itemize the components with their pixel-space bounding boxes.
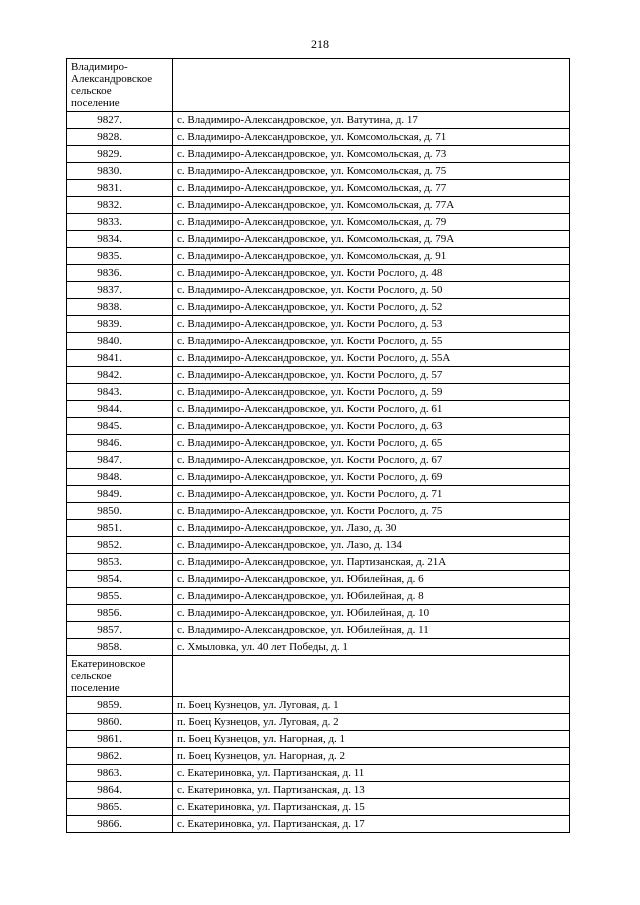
table-row [67, 731, 570, 748]
row-number: 9853. [67, 554, 173, 571]
row-address: с. Владимиро-Александровское, ул. Кости Рослого, д. 50 [173, 282, 570, 299]
row-number: 9830. [67, 163, 173, 180]
table-row [67, 799, 570, 816]
row-address: с. Екатериновка, ул. Партизанская, д. 11 [173, 765, 570, 782]
row-number: 9850. [67, 503, 173, 520]
row-address: с. Владимиро-Александровское, ул. Партизанская, д. 21А [173, 554, 570, 571]
row-number: 9837. [67, 282, 173, 299]
table-row [67, 231, 570, 248]
row-address: с. Владимиро-Александровское, ул. Комсомольская, д. 77А [173, 197, 570, 214]
row-number: 9858. [67, 639, 173, 656]
section-name-line: Александровское [71, 73, 153, 85]
row-number: 9844. [67, 401, 173, 418]
table-row [67, 588, 570, 605]
row-number: 9829. [67, 146, 173, 163]
row-number: 9841. [67, 350, 173, 367]
table-row [67, 316, 570, 333]
row-number: 9828. [67, 129, 173, 146]
row-number: 9860. [67, 714, 173, 731]
row-address: с. Владимиро-Александровское, ул. Юбилейная, д. 11 [173, 622, 570, 639]
row-number: 9866. [67, 816, 173, 833]
table-row [67, 367, 570, 384]
row-address: с. Владимиро-Александровское, ул. Комсомольская, д. 91 [173, 248, 570, 265]
row-address: с. Владимиро-Александровское, ул. Лазо, д. 30 [173, 520, 570, 537]
row-address: с. Владимиро-Александровское, ул. Кости Рослого, д. 75 [173, 503, 570, 520]
table-row [67, 452, 570, 469]
row-number: 9835. [67, 248, 173, 265]
table-row [67, 605, 570, 622]
table-row [67, 214, 570, 231]
section-name-line: Екатериновское [71, 658, 146, 670]
row-number: 9840. [67, 333, 173, 350]
row-number: 9855. [67, 588, 173, 605]
table-row [67, 112, 570, 129]
row-address: с. Владимиро-Александровское, ул. Комсомольская, д. 79 [173, 214, 570, 231]
table-row [67, 384, 570, 401]
row-address: с. Владимиро-Александровское, ул. Лазо, д. 134 [173, 537, 570, 554]
table-row [67, 299, 570, 316]
table-row [67, 748, 570, 765]
row-address: с. Екатериновка, ул. Партизанская, д. 13 [173, 782, 570, 799]
row-number: 9852. [67, 537, 173, 554]
row-number: 9856. [67, 605, 173, 622]
table-row [67, 163, 570, 180]
table-row [67, 180, 570, 197]
row-address: с. Владимиро-Александровское, ул. Кости Рослого, д. 52 [173, 299, 570, 316]
row-address: с. Владимиро-Александровское, ул. Кости Рослого, д. 55 [173, 333, 570, 350]
section-name-line: сельское [71, 670, 112, 682]
row-number: 9827. [67, 112, 173, 129]
table-row [67, 401, 570, 418]
row-number: 9843. [67, 384, 173, 401]
section-name-line: поселение [71, 682, 120, 694]
row-address: с. Владимиро-Александровское, ул. Кости Рослого, д. 57 [173, 367, 570, 384]
row-address: с. Владимиро-Александровское, ул. Юбилейная, д. 10 [173, 605, 570, 622]
address-table [66, 58, 570, 833]
table-row [67, 816, 570, 833]
row-address: с. Екатериновка, ул. Партизанская, д. 15 [173, 799, 570, 816]
row-address: с. Владимиро-Александровское, ул. Ватутина, д. 17 [173, 112, 570, 129]
row-number: 9859. [67, 697, 173, 714]
row-number: 9865. [67, 799, 173, 816]
row-address: п. Боец Кузнецов, ул. Луговая, д. 2 [173, 714, 570, 731]
table-row [67, 350, 570, 367]
row-address: с. Владимиро-Александровское, ул. Кости Рослого, д. 59 [173, 384, 570, 401]
address-table-body [67, 59, 570, 833]
row-address: с. Владимиро-Александровское, ул. Кости Рослого, д. 63 [173, 418, 570, 435]
table-row [67, 129, 570, 146]
row-number: 9833. [67, 214, 173, 231]
table-row [67, 571, 570, 588]
section-name [67, 656, 173, 697]
row-address: с. Владимиро-Александровское, ул. Комсомольская, д. 73 [173, 146, 570, 163]
section-header-row [67, 59, 570, 112]
row-address: с. Владимиро-Александровское, ул. Комсомольская, д. 77 [173, 180, 570, 197]
table-row [67, 697, 570, 714]
row-address: п. Боец Кузнецов, ул. Нагорная, д. 1 [173, 731, 570, 748]
row-address: с. Владимиро-Александровское, ул. Кости Рослого, д. 61 [173, 401, 570, 418]
row-number: 9846. [67, 435, 173, 452]
row-address: п. Боец Кузнецов, ул. Луговая, д. 1 [173, 697, 570, 714]
row-address: с. Владимиро-Александровское, ул. Комсомольская, д. 79А [173, 231, 570, 248]
row-number: 9863. [67, 765, 173, 782]
table-row [67, 418, 570, 435]
row-number: 9838. [67, 299, 173, 316]
row-number: 9842. [67, 367, 173, 384]
row-address: с. Владимиро-Александровское, ул. Комсомольская, д. 71 [173, 129, 570, 146]
table-row [67, 520, 570, 537]
page-number: 218 [311, 37, 329, 51]
row-address: с. Владимиро-Александровское, ул. Кости Рослого, д. 69 [173, 469, 570, 486]
table-row [67, 435, 570, 452]
row-address: с. Хмыловка, ул. 40 лет Победы, д. 1 [173, 639, 570, 656]
section-name-line: сельское [71, 85, 112, 97]
row-number: 9864. [67, 782, 173, 799]
table-row [67, 537, 570, 554]
row-number: 9832. [67, 197, 173, 214]
table-row [67, 486, 570, 503]
section-name-line: поселение [71, 97, 120, 109]
row-number: 9834. [67, 231, 173, 248]
table-row [67, 782, 570, 799]
row-address: с. Владимиро-Александровское, ул. Кости Рослого, д. 65 [173, 435, 570, 452]
row-address: с. Владимиро-Александровское, ул. Кости Рослого, д. 67 [173, 452, 570, 469]
table-row [67, 146, 570, 163]
table-row [67, 622, 570, 639]
row-address: с. Владимиро-Александровское, ул. Юбилейная, д. 8 [173, 588, 570, 605]
row-number: 9854. [67, 571, 173, 588]
row-address: с. Владимиро-Александровское, ул. Комсомольская, д. 75 [173, 163, 570, 180]
table-row [67, 197, 570, 214]
table-row [67, 503, 570, 520]
row-address: с. Владимиро-Александровское, ул. Кости Рослого, д. 48 [173, 265, 570, 282]
table-row [67, 714, 570, 731]
row-number: 9862. [67, 748, 173, 765]
table-row [67, 265, 570, 282]
table-row [67, 333, 570, 350]
row-address: с. Екатериновка, ул. Партизанская, д. 17 [173, 816, 570, 833]
row-number: 9845. [67, 418, 173, 435]
row-number: 9836. [67, 265, 173, 282]
section-blank-cell [173, 656, 570, 697]
row-number: 9848. [67, 469, 173, 486]
section-name-line: Владимиро- [71, 61, 128, 73]
row-number: 9831. [67, 180, 173, 197]
row-address: п. Боец Кузнецов, ул. Нагорная, д. 2 [173, 748, 570, 765]
table-row [67, 469, 570, 486]
table-row [67, 248, 570, 265]
section-blank-cell [173, 59, 570, 112]
row-address: с. Владимиро-Александровское, ул. Юбилейная, д. 6 [173, 571, 570, 588]
row-address: с. Владимиро-Александровское, ул. Кости Рослого, д. 71 [173, 486, 570, 503]
row-number: 9861. [67, 731, 173, 748]
row-number: 9839. [67, 316, 173, 333]
table-row [67, 554, 570, 571]
table-row [67, 765, 570, 782]
table-row [67, 639, 570, 656]
row-address: с. Владимиро-Александровское, ул. Кости Рослого, д. 55А [173, 350, 570, 367]
row-number: 9857. [67, 622, 173, 639]
row-number: 9849. [67, 486, 173, 503]
row-number: 9851. [67, 520, 173, 537]
table-row [67, 282, 570, 299]
row-number: 9847. [67, 452, 173, 469]
row-address: с. Владимиро-Александровское, ул. Кости Рослого, д. 53 [173, 316, 570, 333]
section-name [67, 59, 173, 112]
section-header-row [67, 656, 570, 697]
